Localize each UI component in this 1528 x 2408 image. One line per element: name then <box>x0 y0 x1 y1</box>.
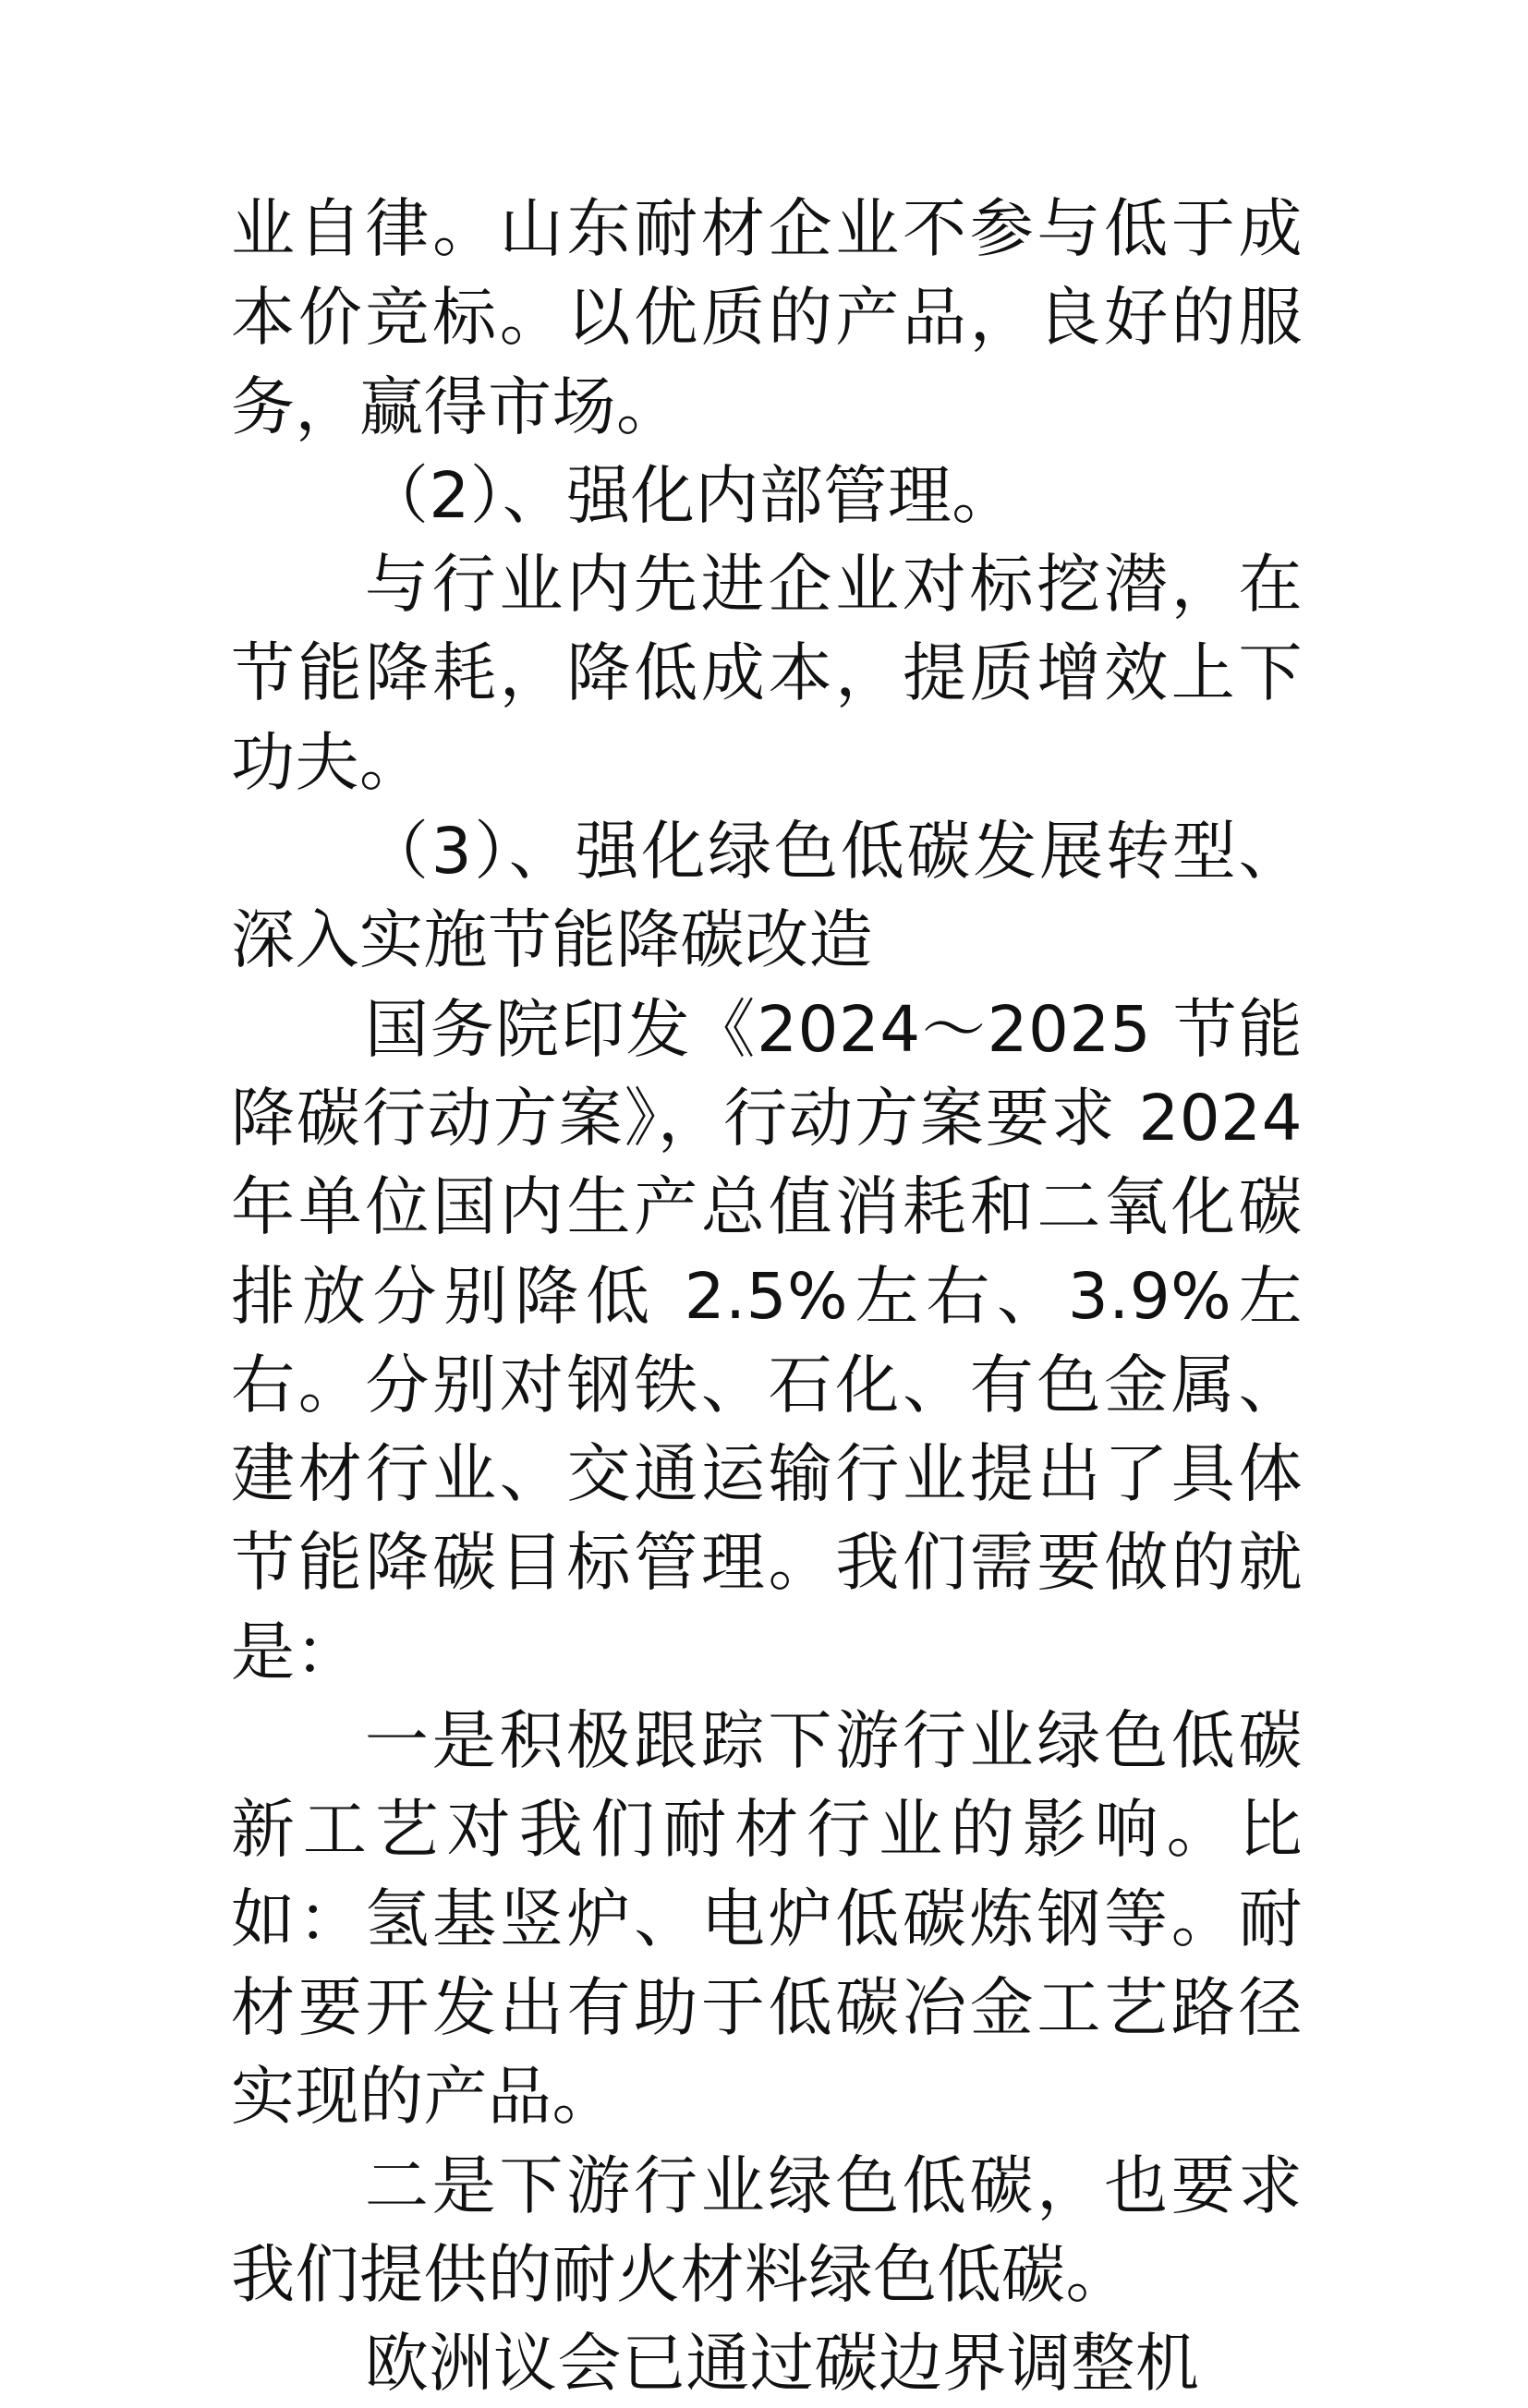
section-heading-3: （3）、强化绿色低碳发展转型、深入实施节能降碳改造 <box>231 815 1303 978</box>
body-text <box>231 185 1303 2408</box>
paragraph-action-plan: 国务院印发《2024～2025 节能降碳行动方案》，行动方案要求 2024年单位国内生产总值消耗和二氧化碳排放分别降低 2.5%左右、3.9%左右。分别对钢铁、石化、有色金属、建材行业、交通运输行业提出了具体节能降碳目标管理。我们需要做的就是： <box>231 992 1303 1689</box>
section-heading-2: （2）、强化内部管理。 <box>364 458 1016 533</box>
paragraph-point-two: 二是下游行业绿色低碳，也要求我们提供的耐火材料绿色低碳。 <box>231 2148 1303 2312</box>
paragraph-internal-management: 与行业内先进企业对标挖潜，在节能降耗，降低成本，提质增效上下功夫。 <box>231 548 1303 800</box>
paragraph-continuation: 业自律。山东耐材企业不参与低于成本价竞标。以优质的产品，良好的服务，赢得市场。 <box>231 192 1303 444</box>
paragraph-point-one: 一是积极跟踪下游行业绿色低碳新工艺对我们耐材行业的影响。比如：氢基竖炉、电炉低碳炼钢等。耐材要开发出有助于低碳冶金工艺路径实现的产品。 <box>231 1704 1303 2135</box>
paragraph-eu-cbam: 欧洲议会已通过碳边界调整机 <box>364 2327 1200 2402</box>
